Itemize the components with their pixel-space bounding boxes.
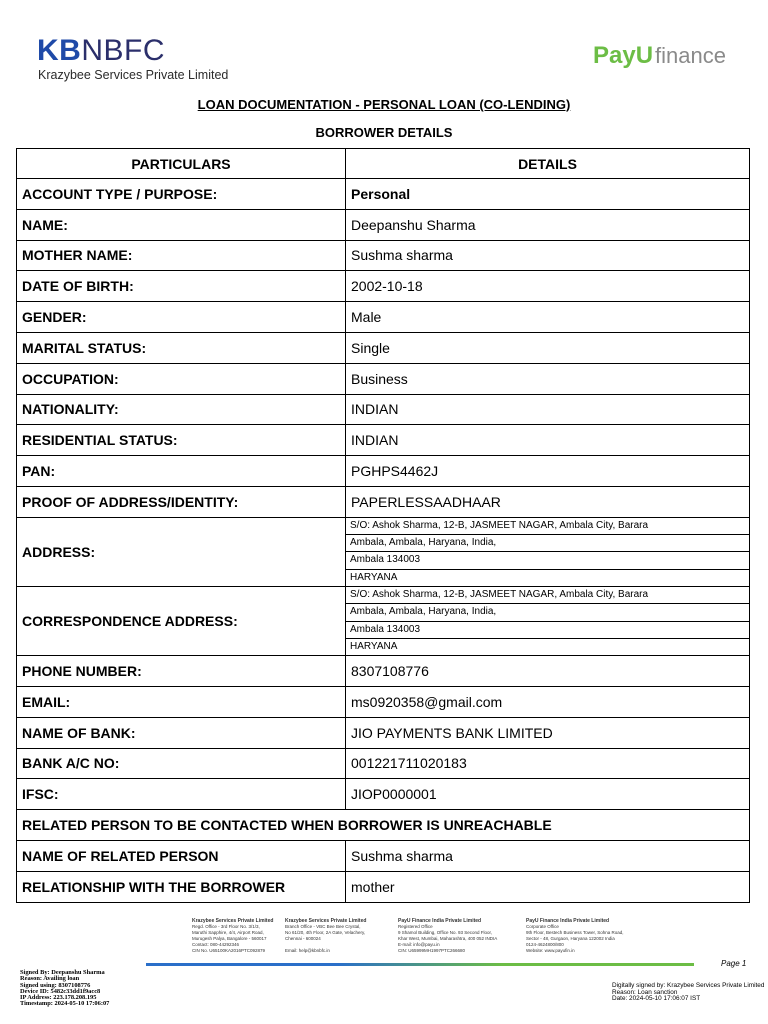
table-row: [17, 686, 750, 717]
table-row: [17, 179, 750, 210]
field-value: 2002-10-18: [346, 271, 750, 302]
field-value: JIOP0000001: [346, 779, 750, 810]
signature-line: Date: 2024-05-10 17:06:07 IST: [612, 995, 701, 1003]
column-header-particulars: PARTICULARS: [17, 149, 346, 179]
footer-office-line: Sector - 48, Gurgaon, Haryana 122002 India: [526, 936, 615, 941]
field-value: mother: [346, 871, 750, 902]
digital-signature-block: [612, 983, 764, 1003]
field-label: NAME:: [17, 209, 346, 240]
table-row: [17, 717, 750, 748]
field-value: Business: [346, 363, 750, 394]
footer-office-heading: PayU Finance India Private Limited: [398, 918, 482, 924]
field-label: RESIDENTIAL STATUS:: [17, 425, 346, 456]
field-value: Male: [346, 302, 750, 333]
field-value: INDIAN: [346, 394, 750, 425]
footer-office-line: 0124-4624800/800: [526, 942, 564, 947]
field-label: MARITAL STATUS:: [17, 332, 346, 363]
letterhead: [0, 0, 768, 92]
field-value: ms0920358@gmail.com: [346, 686, 750, 717]
table-row: [17, 840, 750, 871]
footer-office-heading: Krazybee Services Private Limited: [285, 918, 367, 924]
address-line: Ambala 134003: [346, 552, 749, 569]
address-line: HARYANA: [350, 571, 398, 583]
table-row: [17, 302, 750, 333]
footer-office-line: 9th Floor, Bestech Business Tower, Sohna Road,: [526, 930, 624, 935]
signature-line: Signed using: 8307108776: [20, 981, 91, 989]
footer-office-line: Khar West, Mumbai, Maharashtra, 400 052 INDIA: [398, 936, 498, 941]
field-value: PGHPS4462J: [346, 456, 750, 487]
table-row: [17, 871, 750, 902]
page-number: Page 1: [721, 959, 747, 968]
field-value: Single: [346, 332, 750, 363]
field-value: Sushma sharma: [346, 240, 750, 271]
related-person-heading: RELATED PERSON TO BE CONTACTED WHEN BORROWER IS UNREACHABLE: [17, 810, 750, 841]
field-label: EMAIL:: [17, 686, 346, 717]
footer-office-line: Contact: 080-44292346: [192, 942, 240, 947]
address-row: [17, 517, 750, 586]
footer-office-column: [285, 918, 407, 954]
footer-address-strip: [150, 912, 690, 962]
table-row: [17, 748, 750, 779]
footer-office-line: Email: help@kbnbfc.in: [285, 948, 330, 953]
signature-line: Reason: Loan sanction: [612, 988, 678, 996]
field-label: NAME OF BANK:: [17, 717, 346, 748]
signature-line: Signed By: Deepanshu Sharma: [20, 969, 105, 976]
section-title: BORROWER DETAILS: [315, 125, 453, 140]
address-line: Ambala, Ambala, Haryana, India,: [346, 604, 749, 621]
field-label: ADDRESS:: [17, 517, 346, 586]
field-label: PHONE NUMBER:: [17, 656, 346, 687]
address-line: S/O: Ashok Sharma, 12-B, JASMEET NAGAR, Ambala City, Barara: [346, 518, 749, 535]
table-row: [17, 656, 750, 687]
field-label: MOTHER NAME:: [17, 240, 346, 271]
field-label: RELATIONSHIP WITH THE BORROWER: [17, 871, 346, 902]
footer-office-column: [526, 918, 648, 954]
signature-line: Digitally signed by: Krazybee Services Private Limited: [612, 982, 765, 989]
table-row: [17, 363, 750, 394]
signature-line: Timestamp: 2024-05-10 17:06:07: [20, 1000, 110, 1008]
signature-line: IP Address: 223.178.208.195: [20, 994, 97, 1002]
field-label: BANK A/C NO:: [17, 748, 346, 779]
footer-office-line: Branch Office - VBC Bee Bee Crystal,: [285, 924, 361, 929]
table-row: [17, 779, 750, 810]
footer-office-line: Registered Office: [398, 924, 433, 929]
table-row: [17, 394, 750, 425]
field-label: IFSC:: [17, 779, 346, 810]
footer-office-column: [398, 918, 520, 954]
field-value: 001221711020183: [346, 748, 750, 779]
field-value: PAPERLESSAADHAAR: [346, 486, 750, 517]
footer-office-line: CIN: U65999MH1997PTC266680: [398, 948, 466, 953]
table-row: [17, 240, 750, 271]
payu-finance-logo: PayUfinance: [593, 42, 726, 69]
footer-office-line: Corporate Office: [526, 924, 559, 929]
footer-office-line: Murugesh Palya, Bangalore - 560017: [192, 936, 267, 941]
field-label: PROOF OF ADDRESS/IDENTITY:: [17, 486, 346, 517]
table-header-row: [17, 149, 750, 179]
address-lines: [346, 586, 750, 655]
field-label: OCCUPATION:: [17, 363, 346, 394]
address-line: HARYANA: [350, 640, 398, 652]
signature-line: Reason: Availing loan: [20, 975, 80, 983]
table-row: [17, 425, 750, 456]
field-value: Sushma sharma: [346, 840, 750, 871]
footer-office-line: 9 Shamol Building, Office No. 93 Second Floor,: [398, 930, 492, 935]
field-value: Deepanshu Sharma: [346, 209, 750, 240]
footer-office-line: E-mail: info@payu.in: [398, 942, 440, 947]
company-name: Krazybee Services Private Limited: [38, 68, 229, 82]
address-lines: [346, 517, 750, 586]
address-line: Ambala 134003: [346, 622, 749, 639]
address-row: [17, 586, 750, 655]
footer-office-heading: PayU Finance India Private Limited: [526, 918, 610, 924]
field-label: PAN:: [17, 456, 346, 487]
field-label: DATE OF BIRTH:: [17, 271, 346, 302]
table-row: [17, 209, 750, 240]
footer-office-line: Chennai - 600024: [285, 936, 321, 941]
related-person-heading-row: [17, 810, 750, 841]
footer-office-line: Maruthi Sapphire, 4/4, Airport Road,: [192, 930, 264, 935]
field-label: ACCOUNT TYPE / PURPOSE:: [17, 179, 346, 210]
field-value: 8307108776: [346, 656, 750, 687]
borrower-details-table: [16, 148, 750, 903]
kbnbfc-logo: KBNBFC: [37, 34, 166, 67]
footer-office-line: CIN No. U65100KA2016PTC092879: [192, 948, 266, 953]
field-value: JIO PAYMENTS BANK LIMITED: [346, 717, 750, 748]
table-row: [17, 332, 750, 363]
table-row: [17, 456, 750, 487]
signature-line: Device ID: 5482c33dd1f9acc8: [20, 987, 101, 995]
document-title: LOAN DOCUMENTATION - PERSONAL LOAN (CO-LENDING): [197, 97, 571, 112]
footer-office-line: No 61/20, 4th Floor, 2A Gate, Velachery,: [285, 930, 366, 935]
footer-divider: [146, 963, 694, 966]
field-label: NATIONALITY:: [17, 394, 346, 425]
field-label: GENDER:: [17, 302, 346, 333]
footer-office-line: Regd. Office - 3rd Floor No. 3/1/3,: [192, 924, 260, 929]
field-value: Personal: [346, 179, 750, 210]
table-row: [17, 486, 750, 517]
footer-office-heading: Krazybee Services Private Limited: [192, 918, 274, 924]
column-header-details: DETAILS: [346, 149, 750, 179]
field-label: CORRESPONDENCE ADDRESS:: [17, 586, 346, 655]
borrower-signature-block: [20, 970, 109, 1008]
address-line: Ambala, Ambala, Haryana, India,: [346, 535, 749, 552]
table-row: [17, 271, 750, 302]
address-line: S/O: Ashok Sharma, 12-B, JASMEET NAGAR, Ambala City, Barara: [346, 587, 749, 604]
footer-office-line: Website: www.payufin.in: [526, 948, 575, 953]
field-label: NAME OF RELATED PERSON: [17, 840, 346, 871]
field-value: INDIAN: [346, 425, 750, 456]
